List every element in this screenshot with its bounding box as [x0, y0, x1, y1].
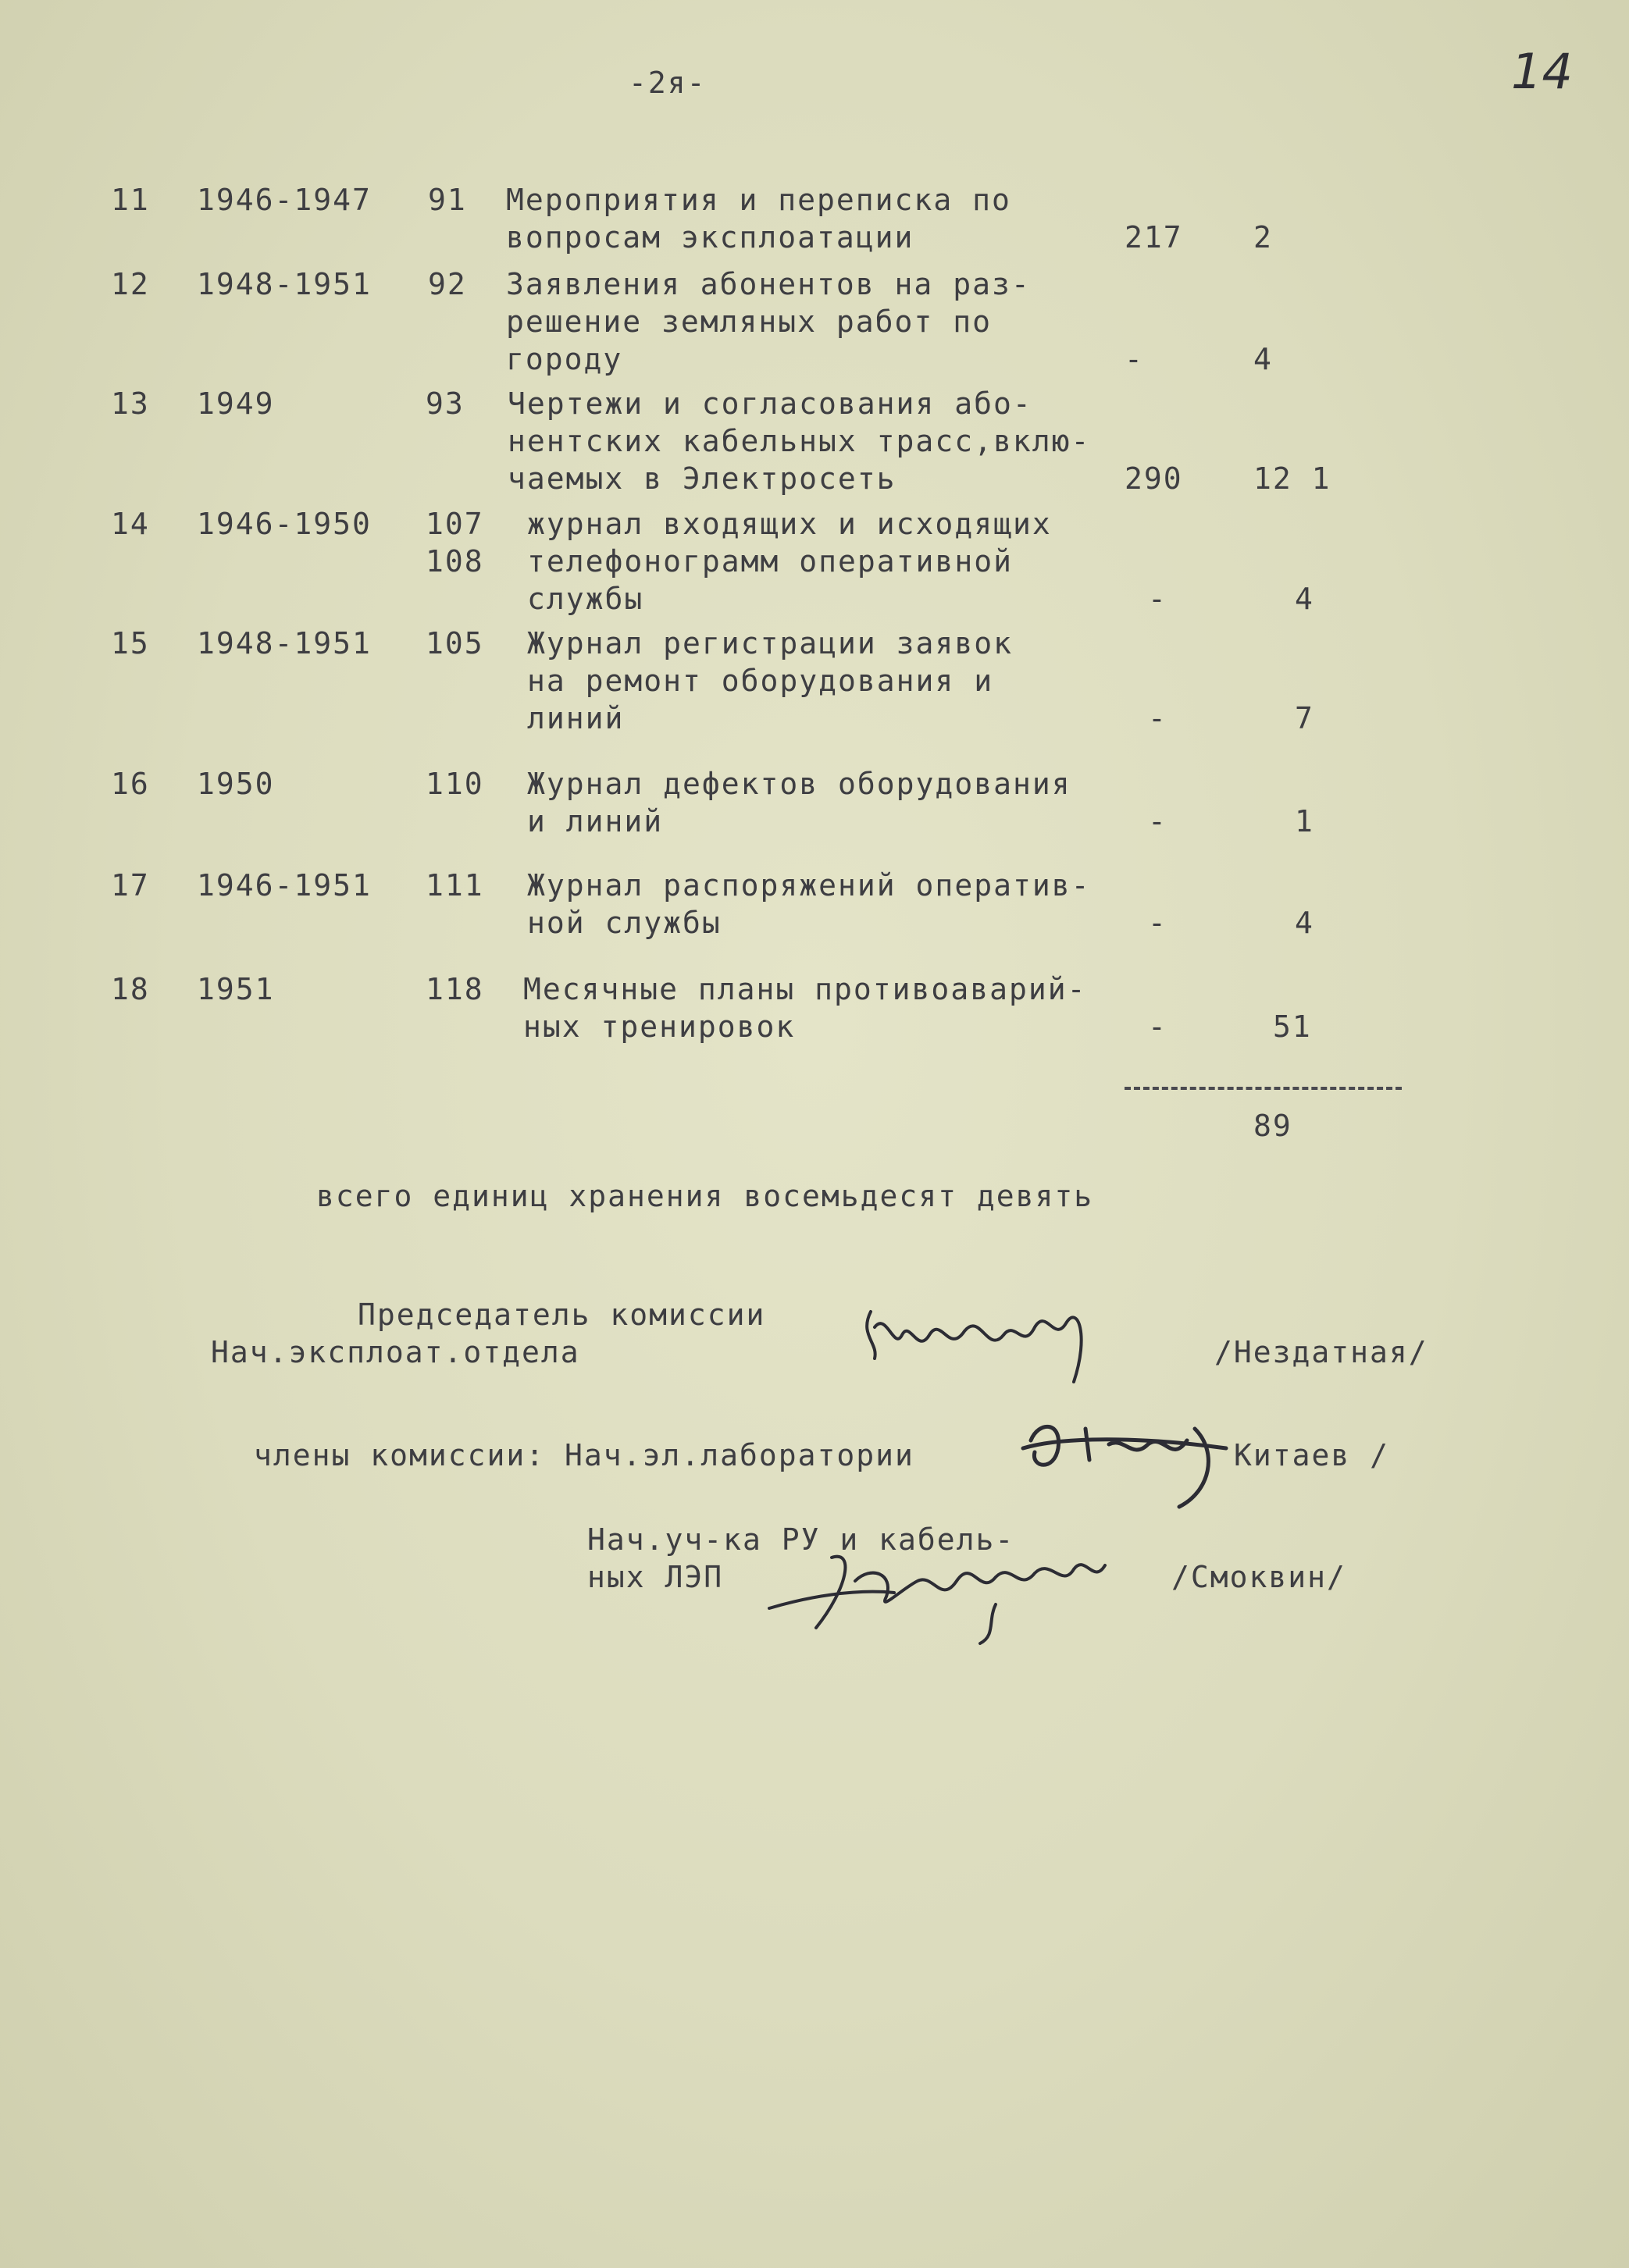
row-count: 51: [1273, 1009, 1312, 1044]
chairman-signature: [855, 1280, 1113, 1390]
row-code: 92: [428, 267, 467, 301]
row-years: 1949: [197, 386, 275, 421]
row-pages: 290: [1125, 461, 1183, 496]
row-count: 7: [1295, 701, 1314, 735]
row-title: журнал входящих и исходящих телефонограмм оперативной службы: [527, 507, 1052, 616]
row-title: Журнал распоряжений оператив- ной службы: [527, 868, 1091, 940]
row-years: 1946-1951: [197, 868, 372, 903]
row-years: 1946-1950: [197, 507, 372, 541]
row-count: 2: [1253, 220, 1273, 255]
row-number: 14: [111, 507, 150, 541]
row-code: 111: [426, 868, 484, 903]
member1-name: Китаев /: [1234, 1438, 1390, 1472]
row-number: 11: [111, 183, 150, 217]
chairman-position: Нач.эксплоат.отдела: [211, 1335, 580, 1369]
member2-signature: [761, 1534, 1121, 1651]
row-pages: -: [1148, 1009, 1167, 1044]
row-title: Журнал регистрации заявок на ремонт оборудования и линий: [527, 626, 1013, 735]
row-count: 4: [1253, 342, 1273, 376]
row-pages: -: [1148, 804, 1167, 838]
row-number: 13: [111, 386, 150, 421]
row-number: 18: [111, 972, 150, 1006]
row-code: 105: [426, 626, 484, 660]
members-label: члены комиссии: Нач.эл.лаборатории: [254, 1438, 914, 1472]
row-count: 4: [1295, 906, 1314, 940]
sheet-number: 14: [1511, 43, 1573, 100]
member2-name: /Смоквин/: [1171, 1560, 1346, 1594]
chairman-name: /Нездатная/: [1214, 1335, 1428, 1369]
row-code: 107 108: [426, 507, 484, 579]
row-years: 1950: [197, 767, 275, 801]
row-years: 1948-1951: [197, 626, 372, 660]
row-title: Мероприятия и переписка по вопросам эксплоатации: [506, 183, 1011, 255]
row-code: 118: [426, 972, 484, 1006]
row-years: 1951: [197, 972, 275, 1006]
row-number: 17: [111, 868, 150, 903]
row-years: 1946-1947: [197, 183, 372, 217]
row-pages: -: [1148, 701, 1167, 735]
total-count: 89: [1253, 1109, 1292, 1143]
row-count: 1: [1295, 804, 1314, 838]
row-title: Заявления абонентов на раз- решение земляных работ по городу: [506, 267, 1031, 376]
row-number: 12: [111, 267, 150, 301]
row-years: 1948-1951: [197, 267, 372, 301]
row-pages: -: [1125, 342, 1144, 376]
total-in-words: всего единиц хранения восемьдесят девять: [316, 1179, 1094, 1213]
chairman-title: Председатель комиссии: [358, 1298, 766, 1332]
member2-title: Нач.уч-ка РУ и кабель-: [587, 1522, 1015, 1557]
row-title: Месячные планы противоаварий- ных тренировок: [523, 972, 1087, 1044]
sum-divider: [1125, 1087, 1402, 1090]
row-title: Журнал дефектов оборудования и линий: [527, 767, 1071, 838]
row-count: 12 1: [1253, 461, 1331, 496]
row-code: 93: [426, 386, 465, 421]
row-number: 16: [111, 767, 150, 801]
member1-signature: [1000, 1405, 1234, 1522]
row-title: Чертежи и согласования або- нентских кабельных трасс,вклю- чаемых в Электросеть: [508, 386, 1091, 496]
row-code: 91: [428, 183, 467, 217]
row-count: 4: [1295, 582, 1314, 616]
row-pages: 217: [1125, 220, 1183, 255]
page-label: -2я-: [629, 66, 707, 100]
row-pages: -: [1148, 906, 1167, 940]
row-code: 110: [426, 767, 484, 801]
row-number: 15: [111, 626, 150, 660]
row-pages: -: [1148, 582, 1167, 616]
member2-subtitle: ных ЛЭП: [587, 1560, 724, 1594]
